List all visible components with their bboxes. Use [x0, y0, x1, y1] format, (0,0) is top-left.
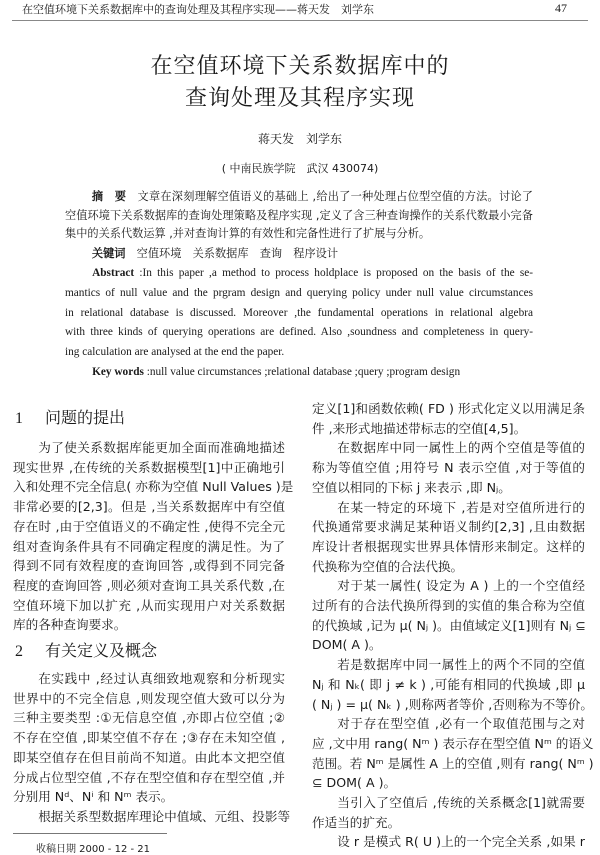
text-line: 件 ,来形式地描述带标志的空值[4,5]。 [312, 420, 527, 436]
text-line: 空值以相同的下标 j 来表示 ,即 Nⱼ。 [312, 479, 511, 495]
text-line: 为了使关系数据库能更加全面而准确地描述 [38, 440, 285, 455]
abstract-line: Abstract :In this paper ,a method to process holdplace is proposed on the basis of the se- [92, 267, 534, 279]
abstract-line: in relational database is discussed. Moreover ,the fundamental operations in relational algebra [65, 306, 533, 319]
text-line: 应 ,文中用 rang( Nᵐ ) 表示存在型空值 Nᵐ 的语义 [312, 735, 594, 751]
keywords-en: Key words :null value circumstances ;relational database ;query ;program design [92, 365, 461, 378]
english-abstract [65, 264, 533, 383]
text-line: 分别用 Nᵈ、Nⁱ 和 Nᵐ 表示。 [13, 789, 174, 805]
page-number: 47 [555, 1, 567, 15]
affiliation: ( 中南民族学院 武汉 430074) [221, 162, 379, 175]
text-line: 不存在空值 ,即某空值不存在 ;③存在未知空值 , [13, 730, 285, 746]
text-line: 代换通常要求满足某种语义制约[2,3] ,且由数据 [312, 519, 585, 535]
text-line: 对于存在型空值 ,必有一个取值范围与之对 [337, 716, 585, 732]
text-line: 空值环境下加以扩充 ,从而实现用户对关系数据 [13, 597, 285, 613]
text-line: ⊆ DOM( A )。 [312, 775, 397, 791]
abstract-label: 摘 要 [91, 190, 127, 203]
text-line: 在实践中 ,经过认真细致地观察和分析现实 [38, 671, 285, 686]
footnote-received-date: 收稿日期 2000 - 12 - 21 [36, 844, 151, 855]
text-line: 范围。若 Nᵐ 是属性 A 上的空值 ,则有 rang( Nᵐ ) [312, 755, 594, 771]
section-heading-2: 2 有关定义及概念 [15, 641, 158, 660]
right-column-body [312, 399, 594, 852]
abstract-label: Abstract [92, 267, 135, 279]
keywords-label: 关键词 [91, 246, 126, 260]
abstract-line: 摘 要 文章在深刻理解空值语义的基础上 ,给出了一种处理占位型空值的方法。讨论了 [91, 190, 533, 203]
text-line: 定义[1]和函数依赖( FD ) 形式化定义以用满足条 [312, 401, 585, 416]
abstract-line: 空值环境下关系数据库的查询处理策略及程序实现 ,定义了含三种查询操作的关系代数最小完备 [65, 208, 533, 222]
abstract-line: ing calculation are analysed at the end the paper. [65, 346, 285, 359]
text-line: 根据关系型数据库理论中值域、元组、投影等 [38, 808, 291, 824]
text-line: 若是数据库中同一属性上的两个不同的空值 [337, 657, 585, 673]
header-rule [12, 20, 588, 21]
paper-title-line-1: 在空值环境下关系数据库中的 [150, 54, 450, 79]
text-line: 三种主要类型 :①无信息空值 ,亦即占位空值 ;② [13, 710, 285, 726]
text-line: 设 r 是模式 R( U )上的一个完全关系 ,如果 r [337, 834, 585, 850]
abstract-line: mantics of null value and the prgram design and querying policy under null value circumstances [65, 286, 533, 299]
text-line: 组对查询条件具有不同确定程度的满足性。为了 [13, 538, 285, 554]
keywords-cn: 关键词 空值环境 关系数据库 查询 程序设计 [91, 246, 339, 260]
authors: 蒋天发 刘学东 [257, 132, 342, 146]
text-line: 在数据库中同一属性上的两个空值是等值的 [337, 440, 585, 456]
text-line: 称为等值空值 ;用符号 N 表示空值 ,对于等值的 [312, 460, 585, 476]
text-line: 分成占位型空值 ,不存在型空值和存在型空值 ,并 [13, 769, 285, 785]
text-line: 的代换域 ,记为 μ( Nⱼ )。由值域定义[1]则有 Nⱼ ⊆ [312, 617, 586, 633]
keywords-label: Key words [92, 365, 144, 378]
text-line: 即某空值存在但目前尚不知道。由此本文把空值 [13, 749, 285, 765]
section-2-body [13, 669, 291, 827]
text-line: 在某一特定的环境下 ,若是对空值所进行的 [337, 499, 585, 515]
chinese-abstract [65, 188, 533, 263]
text-line: 非常必要的[2,3]。但是 ,当关系数据库中有空值 [13, 499, 285, 515]
text-line: 存在时 ,由于空值语义的不确定性 ,使得不完全元 [13, 518, 285, 534]
text-line: 过所有的合法代换所得到的实值的集合称为空值 [312, 598, 585, 614]
abstract-line: with three kinds of querying operations are defined. Also ,soundness and completeness in query- [65, 326, 533, 339]
text-line: 世界中的不完全信息 ,则发现空值大致可以分为 [13, 690, 285, 706]
text-line: 库的各种查询要求。 [13, 617, 127, 633]
text-line: 现实世界 ,在传统的关系数据模型[1]中正确地引 [13, 459, 285, 475]
text-line: 当引入了空值后 ,传统的关系概念[1]就需要 [337, 795, 585, 811]
text-line: 入和处理不完全信息( 亦称为空值 Null Values )是 [13, 479, 294, 495]
text-line: 库设计者根据现实世界具体情形来制定。这样的 [312, 538, 585, 554]
footnote-rule [13, 833, 167, 834]
text-line: 对于某一属性( 设定为 A ) 上的一个空值经 [337, 578, 585, 594]
section-1-body [13, 438, 294, 635]
text-line: 程度的查询回答 ,则必须对查询工具关系代数 ,在 [13, 577, 285, 593]
text-line: ( Nⱼ ) = μ( Nₖ ) ,则称两者等价 ,否则称为不等价。 [312, 696, 593, 712]
text-line: 作适当的扩充。 [312, 814, 401, 830]
section-heading-1: 1 问题的提出 [15, 408, 126, 427]
paper-title-line-2: 查询处理及其程序实现 [184, 86, 415, 111]
text-line: DOM( A )。 [312, 637, 382, 653]
abstract-line: 集中的关系代数运算 ,并对查询计算的有效性和完备性进行了扩展与分析。 [65, 227, 431, 240]
text-line: 代换称为空值的合法代换。 [312, 558, 464, 574]
running-header: 在空值环境下关系数据库中的查询处理及其程序实现——蒋天发 刘学东 [22, 3, 374, 16]
text-line: Nⱼ 和 Nₖ( 即 j ≠ k ) ,可能有相同的代换域 ,即 μ [312, 676, 585, 692]
text-line: 得到不同有效程度的查询回答 ,或得到不同完备 [13, 558, 285, 574]
